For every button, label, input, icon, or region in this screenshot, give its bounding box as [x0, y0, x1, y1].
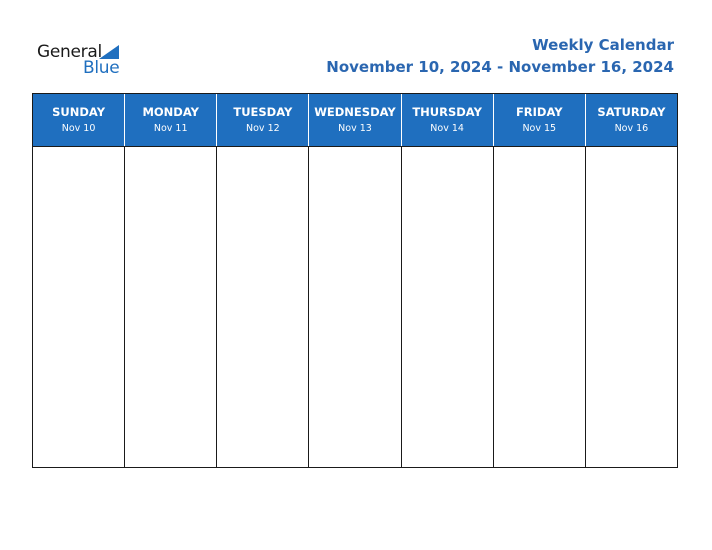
- day-date: Nov 10: [61, 123, 96, 134]
- day-name: MONDAY: [142, 105, 199, 119]
- calendar-grid: [32, 93, 678, 468]
- day-cell-tuesday[interactable]: [217, 147, 309, 467]
- calendar-body-row: [33, 147, 677, 467]
- day-date: Nov 13: [338, 123, 372, 134]
- day-date: Nov 11: [153, 123, 188, 134]
- day-header-friday: [494, 94, 586, 146]
- title-block: [326, 34, 674, 78]
- day-header-tuesday: [217, 94, 309, 146]
- day-header-saturday: [586, 94, 677, 146]
- generalblue-logo: [37, 42, 127, 78]
- day-cell-wednesday[interactable]: [309, 147, 401, 467]
- day-cell-thursday[interactable]: [402, 147, 494, 467]
- day-cell-sunday[interactable]: [33, 147, 125, 467]
- day-date: Nov 15: [522, 123, 557, 134]
- calendar-header-row: [33, 94, 677, 147]
- day-name: TUESDAY: [233, 105, 293, 119]
- day-header-sunday: [33, 94, 125, 146]
- day-cell-monday[interactable]: [125, 147, 217, 467]
- day-name: THURSDAY: [412, 105, 482, 119]
- day-header-thursday: [402, 94, 494, 146]
- day-cell-friday[interactable]: [494, 147, 586, 467]
- day-name: WEDNESDAY: [314, 105, 396, 119]
- day-header-wednesday: [309, 94, 401, 146]
- day-name: FRIDAY: [515, 105, 563, 119]
- page-title: Weekly Calendar: [532, 36, 674, 54]
- date-range: November 10, 2024 - November 16, 2024: [326, 58, 674, 76]
- logo-text-general: General: [37, 42, 102, 62]
- day-date: Nov 12: [246, 123, 280, 134]
- day-name: SATURDAY: [597, 105, 666, 119]
- day-date: Nov 14: [430, 123, 464, 134]
- day-cell-saturday[interactable]: [586, 147, 677, 467]
- day-name: SUNDAY: [52, 105, 106, 119]
- logo-triangle-icon: [99, 45, 119, 59]
- logo-text-blue: Blue: [83, 58, 120, 78]
- day-header-monday: [125, 94, 217, 146]
- day-date: Nov 16: [614, 123, 649, 134]
